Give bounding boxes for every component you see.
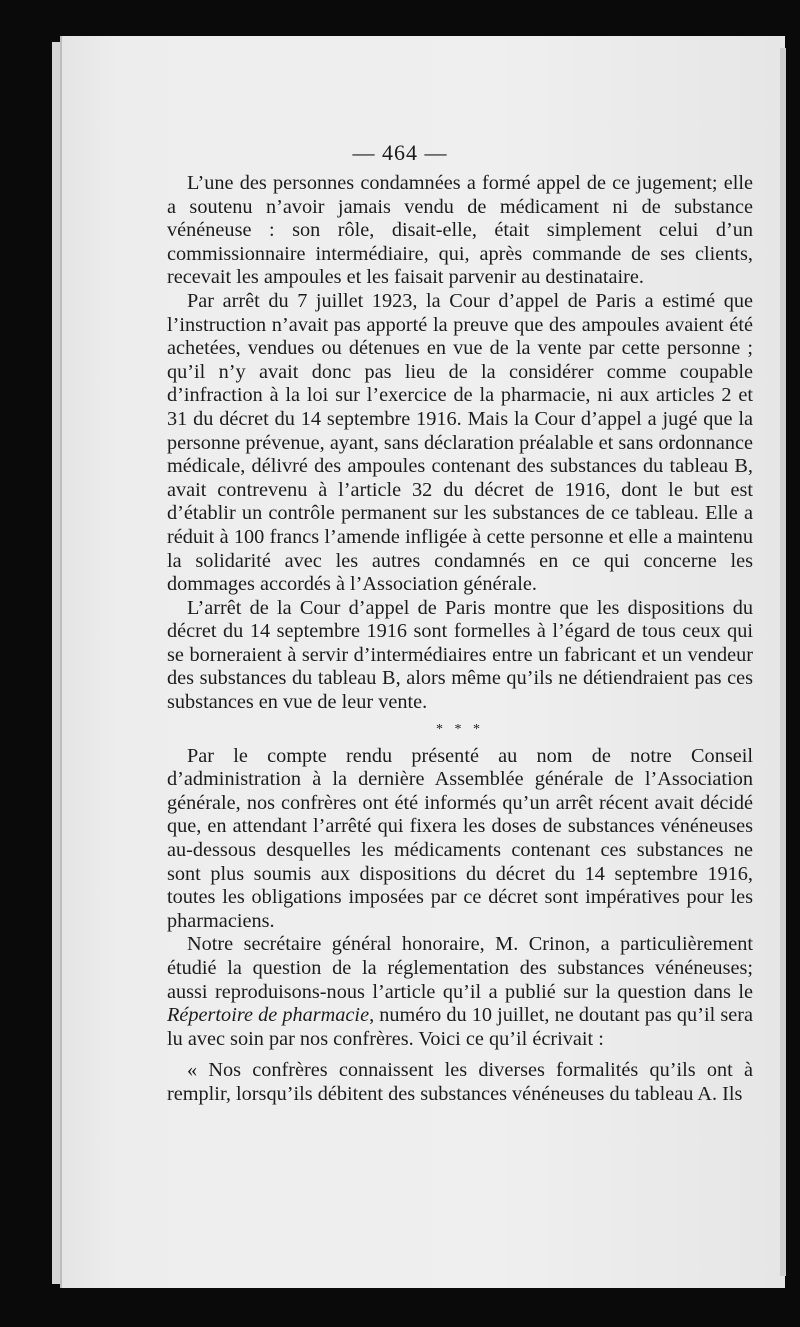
page-right-edge [780, 48, 786, 1276]
crinon-text-start: Notre secrétaire général honoraire, M. Crinon, a particulièrement étudié la question de la réglementation des substances vénéneuses; aussi reproduisons-nous l’article qu’il a publié sur la question dans le [167, 933, 753, 1003]
paragraph-council-report: Par le compte rendu présenté au nom de notre Conseil d’administration à la dernière Assemblée générale de l’Association générale, nos confrères ont été informés qu’un arrêt récent avait décidé que, en attendant l’arrêté qui fixera les doses de substances vénéneuses au-dessous desquelles les médicaments contenant ces substances ne sont plus soumis aux dispositions du décret du 14 septembre 1916, toutes les obligations imposées par ce décret sont impératives pour les pharmaciens. [167, 744, 753, 932]
paragraph-decree-provisions: L’arrêt de la Cour d’appel de Paris montre que les dispositions du décret du 14 septembre 1916 sont formelles à l’égard de tous ceux qui se borneraient à servir d’intermédiaires entre un fabricant et un vendeur des substances du tableau B, alors même qu’ils ne détiendraient pas ces substances en vue de leur vente. [167, 596, 753, 714]
repertoire-title: Répertoire de pharmacie [167, 1004, 370, 1027]
paragraph-appeal: L’une des personnes condamnées a formé appel de ce jugement; elle a soutenu n’avoir jamais vendu de médicament ni de substance vénéneuse : son rôle, disait-elle, était simplement celui d’un commissionnaire intermédiaire, qui, après commande de ses clients, recevait les ampoules et les faisait parvenir au destinataire. [167, 172, 753, 289]
paragraph-crinon-article [167, 933, 753, 1051]
crinon-text-end: , numéro du 10 juillet, ne doutant pas qu’il sera lu avec soin par nos confrères. Voici ce qu’il écrivait : [167, 1004, 753, 1050]
section-separator: * * * [436, 721, 484, 737]
paragraph-quotation: « Nos confrères connaissent les diverses formalités qu’ils ont à remplir, lorsqu’ils débitent des substances vénéneuses du tableau A. Ils [167, 1059, 753, 1105]
page-number: — 464 — [352, 140, 448, 165]
paragraph-court-ruling: Par arrêt du 7 juillet 1923, la Cour d’appel de Paris a estimé que l’instruction n’avait pas apporté la preuve que des ampoules avaient été achetées, vendues ou détenues en vue de la vente par cette personne ; qu’il n’y avait donc pas lieu de la considérer comme coupable d’infraction à la loi sur l’exercice de la pharmacie, ni aux articles 2 et 31 du décret du 14 septembre 1916. Mais la Cour d’appel a jugé que la personne prévenue, ayant, sans déclaration préalable et sans ordonnance médicale, délivré des ampoules contenant des substances du tableau B, avait contrevenu à l’article 32 du décret de 1916, dont le but est d’établir un contrôle permanent sur les substances de ce tableau. Elle a réduit à 100 francs l’amende infligée à cette personne et elle a maintenu la solidarité avec les autres condamnés en ce qui concerne les dommages accordés à l’Association générale. [167, 289, 753, 596]
page-body [167, 172, 753, 1107]
